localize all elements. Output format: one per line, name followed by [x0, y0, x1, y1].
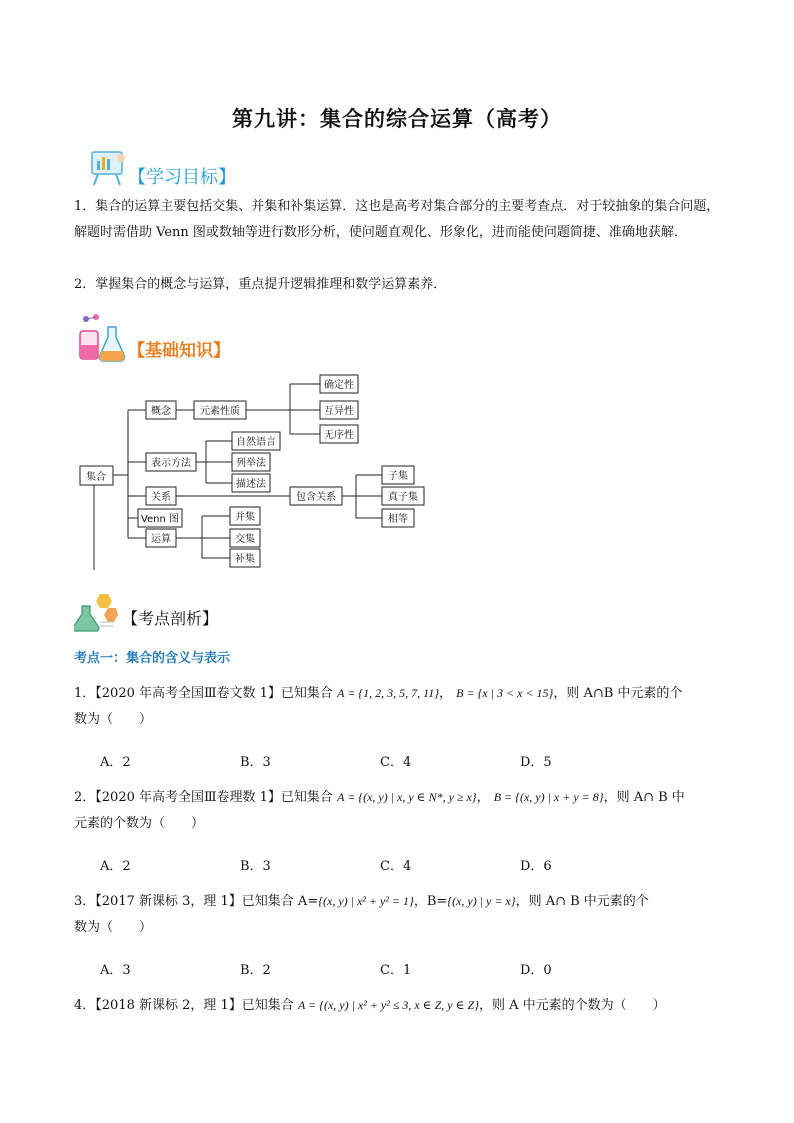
- question-3-option-a: A．3: [100, 963, 131, 978]
- question-1-option-b: B．3: [240, 755, 271, 770]
- goal-paragraph-1: 1．集合的运算主要包括交集、并集和补集运算．这也是高考对集合部分的主要考查点．对于较抽象的集合问题，解题时需借助 Venn 图或数轴等进行数形分析，使问题直观化、形象化，进而能使问题简捷、准确地获解．: [74, 199, 720, 240]
- diagram-node-relation: 关系: [151, 492, 171, 503]
- question-3-tail: ，则 A∩ B 中元素的个: [515, 894, 649, 909]
- question-2-lead: 2．【2020 年高考全国Ⅲ卷理数 1】已知集合: [74, 790, 333, 805]
- question-3-option-b: B．2: [240, 963, 271, 978]
- question-2: 2．【2020 年高考全国Ⅲ卷理数 1】已知集合 A = {(x, y) | x, y ∈ N*, y ≥ x}， B = {(x, y) | x + y = 8}，则 A∩ B 中 元素的个数为（ ）: [74, 790, 685, 831]
- question-3-options: [100, 959, 700, 978]
- question-3-mid: ，B=: [413, 894, 448, 909]
- diagram-node-op-2: 交集: [235, 534, 255, 545]
- presentation-board-icon: [88, 148, 128, 188]
- question-1-option-d: D．5: [520, 755, 552, 770]
- section-analysis: 【考点剖析】: [122, 609, 219, 628]
- question-3-set-b: {(x, y) | y = x}: [447, 894, 516, 908]
- diagram-node-venn: Venn 图: [140, 514, 180, 525]
- diagram-node-relation-1: 子集: [388, 471, 408, 482]
- question-1: 1．【2020 年高考全国Ⅲ卷文数 1】已知集合 A = {1, 2, 3, 5, 7, 11}， B = {x | 3 < x < 15}，则 A∩B 中元素的个 数为（ ）: [74, 686, 683, 727]
- concept-diagram: [74, 370, 454, 575]
- question-1-option-a: A．2: [100, 755, 131, 770]
- diagram-node-method-2: 列举法: [236, 458, 266, 469]
- question-2-set-a: A = {(x, y) | x, y ∈ N*, y ≥ x}: [337, 790, 477, 804]
- diagram-node-relation-2: 真子集: [388, 492, 418, 503]
- diagram-node-contains: 包含关系: [296, 492, 336, 503]
- question-3-lead: 3．【2017 新课标 3，理 1】已知集合 A=: [74, 894, 319, 909]
- question-3-set-a: {(x, y) | x² + y² = 1}: [318, 894, 414, 908]
- question-1-line2: 数为（ ）: [74, 712, 153, 727]
- question-1-tail: ，则 A∩B 中元素的个: [553, 686, 683, 701]
- question-1-options: [100, 751, 700, 770]
- page-title: 第九讲：集合的综合运算（高考）: [232, 107, 562, 131]
- diagram-node-representation: 表示方法: [151, 458, 191, 469]
- diagram-node-prop-3: 无序性: [324, 430, 354, 441]
- section-goals: 【学习目标】: [128, 167, 236, 188]
- diagram-node-concept: 概念: [151, 406, 171, 417]
- section-basics: 【基础知识】: [128, 341, 230, 361]
- question-2-tail: ，则 A∩ B 中: [603, 790, 685, 805]
- question-2-option-d: D．6: [520, 859, 552, 874]
- goal-paragraph-2: 2．掌握集合的概念与运算，重点提升逻辑推理和数学运算素养．: [74, 277, 447, 292]
- question-4: [74, 992, 734, 1019]
- diagram-node-op-1: 并集: [235, 512, 255, 523]
- diagram-node-prop-2: 互异性: [324, 406, 354, 417]
- question-4-set-a: A = {(x, y) | x² + y² ≤ 3, x ∈ Z, y ∈ Z}: [297, 998, 479, 1012]
- question-3: [74, 888, 734, 941]
- question-3-option-d: D．0: [520, 963, 552, 978]
- question-1-option-c: C．4: [380, 755, 412, 770]
- question-2-set-b: B = {(x, y) | x + y = 8}: [493, 790, 604, 804]
- diagram-node-op-3: 补集: [235, 554, 255, 565]
- question-2-option-c: C．4: [380, 859, 412, 874]
- diagram-node-operation: 运算: [151, 534, 171, 545]
- question-4-tail: ，则 A 中元素的个数为（ ）: [479, 998, 666, 1013]
- question-2-line2: 元素的个数为（ ）: [74, 816, 205, 831]
- diagram-node-relation-3: 相等: [388, 514, 408, 525]
- question-2-options: [100, 855, 700, 874]
- diagram-node-root: 集合: [86, 472, 106, 483]
- diagram-node-element-props: 元素性质: [200, 406, 240, 417]
- question-1-set-a: A = {1, 2, 3, 5, 7, 11}: [337, 686, 439, 700]
- diagram-node-method-3: 描述法: [236, 479, 266, 490]
- keypoint-heading: 考点一：集合的含义与表示: [74, 651, 231, 666]
- question-3-line2: 数为（ ）: [74, 920, 153, 935]
- question-2-option-a: A．2: [100, 859, 131, 874]
- diagram-node-method-1: 自然语言: [236, 437, 276, 448]
- diagram-node-prop-1: 确定性: [324, 380, 354, 391]
- question-1-set-b: B = {x | 3 < x < 15}: [456, 686, 554, 700]
- honeycomb-flask-icon: [74, 592, 118, 634]
- question-4-lead: 4．【2018 新课标 2，理 1】已知集合: [74, 998, 294, 1013]
- question-1-lead: 1．【2020 年高考全国Ⅲ卷文数 1】已知集合: [74, 686, 333, 701]
- lab-flask-icon: [74, 313, 126, 365]
- question-2-option-b: B．3: [240, 859, 271, 874]
- question-3-option-c: C．1: [380, 963, 412, 978]
